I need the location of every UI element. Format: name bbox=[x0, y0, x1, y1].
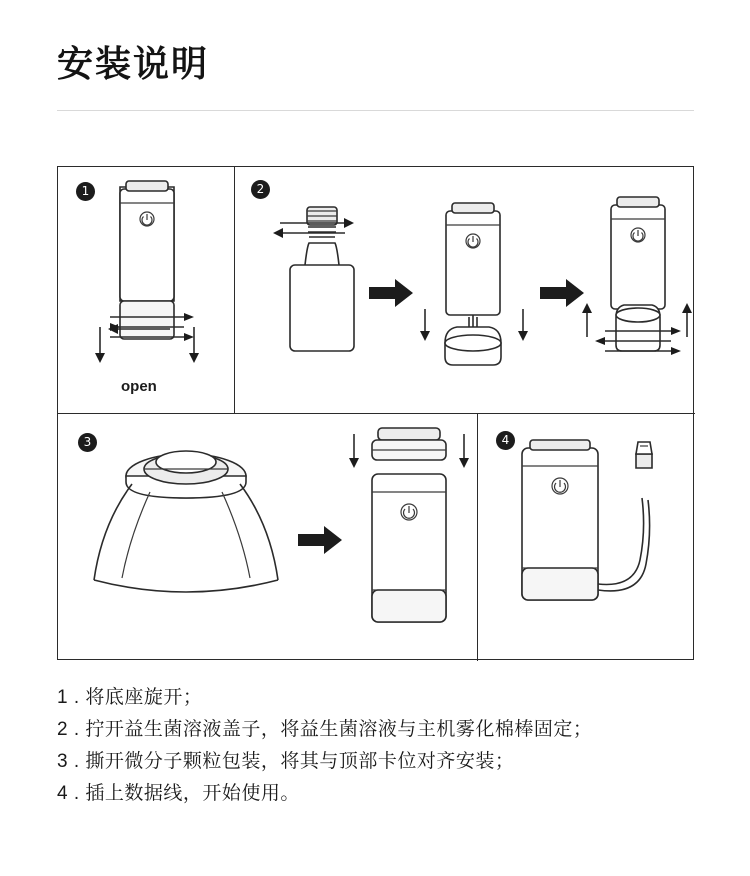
instruction-line-2: 2 . 拧开益生菌溶液盖子，将益生菌溶液与主机雾化棉棒固定； bbox=[57, 719, 593, 740]
step-2-illustration bbox=[235, 167, 694, 413]
instruction-line-1: 1 . 将底座旋开； bbox=[57, 687, 203, 708]
step-1-caption: open bbox=[121, 378, 157, 395]
step-1-badge: 1 bbox=[76, 182, 95, 201]
illustration-grid bbox=[57, 166, 694, 660]
step-4-badge: 4 bbox=[496, 431, 515, 450]
step-2-badge: 2 bbox=[251, 180, 270, 199]
instruction-line-3: 3 . 撕开微分子颗粒包装，将其与顶部卡位对齐安装； bbox=[57, 751, 515, 772]
page-title: 安装说明 bbox=[57, 43, 210, 84]
instruction-list bbox=[57, 682, 697, 810]
step-1-panel bbox=[58, 167, 235, 414]
step-3-illustration bbox=[58, 414, 477, 660]
step-2-panel bbox=[235, 167, 695, 414]
step-3-panel bbox=[58, 414, 478, 661]
step-4-illustration bbox=[478, 414, 694, 660]
title-divider bbox=[57, 110, 694, 111]
instruction-line-4: 4 . 插上数据线，开始使用。 bbox=[57, 783, 300, 804]
step-3-badge: 3 bbox=[78, 433, 97, 452]
step-4-panel bbox=[478, 414, 695, 661]
step-1-illustration bbox=[58, 167, 235, 413]
